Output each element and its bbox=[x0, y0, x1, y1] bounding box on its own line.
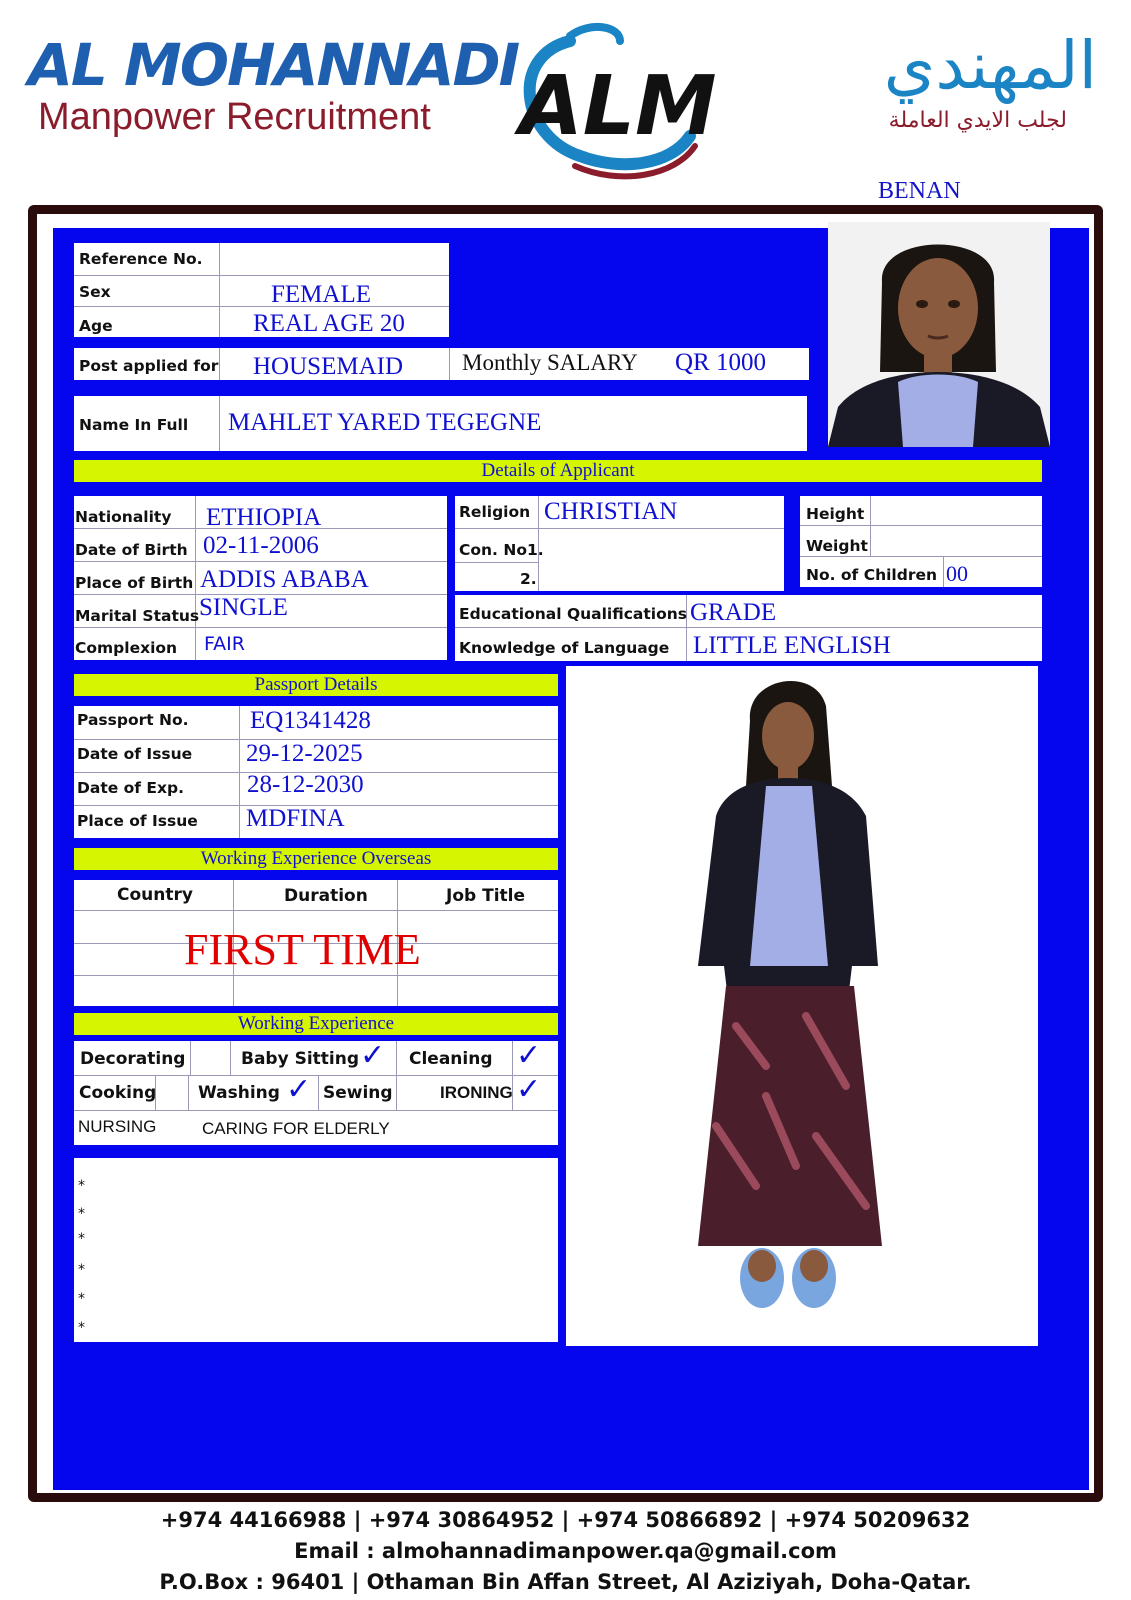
divider bbox=[512, 1041, 513, 1075]
ironing-check-icon: ✓ bbox=[516, 1072, 542, 1107]
brand-subtitle-arabic: لجلب الايدي العاملة bbox=[888, 108, 1067, 133]
brand-block bbox=[28, 31, 519, 138]
marital-value: SINGLE bbox=[199, 594, 288, 621]
contact-1-label: Con. No1. bbox=[459, 541, 544, 559]
language-label: Knowledge of Language bbox=[459, 639, 670, 657]
divider bbox=[455, 627, 1042, 628]
reference-label: Reference No. bbox=[79, 250, 203, 268]
divider bbox=[190, 1041, 191, 1075]
education-value: GRADE bbox=[690, 599, 777, 626]
divider bbox=[219, 243, 220, 337]
divider bbox=[74, 1075, 558, 1076]
divider bbox=[74, 627, 447, 628]
divider bbox=[74, 561, 447, 562]
skill-cleaning: Cleaning bbox=[409, 1049, 493, 1069]
skills-section-header: Working Experience bbox=[74, 1013, 558, 1035]
remark-bullet: * bbox=[78, 1262, 85, 1278]
passport-no-label: Passport No. bbox=[77, 711, 189, 729]
divider bbox=[870, 496, 871, 556]
divider bbox=[455, 528, 784, 529]
skill-ironing: IRONING bbox=[440, 1083, 513, 1102]
brand-subtitle: Manpower Recruitment bbox=[38, 96, 431, 138]
divider bbox=[219, 396, 220, 451]
divider bbox=[188, 1075, 189, 1110]
overseas-section-header: Working Experience Overseas bbox=[74, 848, 558, 870]
applicant-portrait bbox=[828, 222, 1050, 447]
brand-block-arabic bbox=[884, 26, 1097, 136]
remark-bullet: * bbox=[78, 1178, 85, 1194]
baby-sitting-check-icon: ✓ bbox=[360, 1038, 386, 1073]
full-length-photo bbox=[566, 666, 1038, 1346]
divider bbox=[396, 1041, 397, 1075]
post-value: HOUSEMAID bbox=[253, 353, 403, 380]
remark-bullet: * bbox=[78, 1291, 85, 1307]
divider bbox=[800, 525, 1042, 526]
language-value: LITTLE ENGLISH bbox=[693, 632, 891, 659]
salary-label: Monthly SALARY bbox=[462, 350, 638, 375]
first-time-note: FIRST TIME bbox=[184, 925, 421, 974]
remark-bullet: * bbox=[78, 1206, 85, 1222]
pob-value: ADDIS ABABA bbox=[200, 566, 369, 593]
complexion-label: Complexion bbox=[75, 639, 178, 657]
salary-value: QR 1000 bbox=[675, 349, 766, 376]
issue-date-value: 29-12-2025 bbox=[246, 740, 363, 767]
post-label: Post applied for bbox=[79, 357, 219, 375]
nationality-value: ETHIOPIA bbox=[206, 504, 322, 531]
col-country: Country bbox=[117, 885, 193, 905]
details-section-header: Details of Applicant bbox=[74, 460, 1042, 482]
cleaning-check-icon: ✓ bbox=[516, 1038, 542, 1073]
footer-phones: +974 44166988 | +974 30864952 | +974 50866892 | +974 50209632 bbox=[160, 1508, 971, 1532]
expiry-date-value: 28-12-2030 bbox=[247, 771, 364, 798]
dob-label: Date of Birth bbox=[75, 541, 188, 559]
skill-cooking: Cooking bbox=[79, 1083, 157, 1103]
skill-caring-elderly: CARING FOR ELDERLY bbox=[202, 1119, 390, 1138]
footer-email: Email : almohannadimanpower.qa@gmail.com bbox=[294, 1539, 837, 1563]
remark-bullet: * bbox=[78, 1320, 85, 1336]
divider bbox=[74, 910, 558, 911]
agent-name: BENAN bbox=[878, 178, 961, 204]
children-label: No. of Children bbox=[806, 566, 938, 584]
remarks-box bbox=[74, 1158, 558, 1342]
expiry-date-label: Date of Exp. bbox=[77, 779, 185, 797]
name-label: Name In Full bbox=[79, 416, 189, 434]
dob-value: 02-11-2006 bbox=[203, 532, 319, 559]
skill-washing: Washing bbox=[198, 1083, 280, 1103]
weight-label: Weight bbox=[806, 537, 868, 555]
skill-sewing: Sewing bbox=[323, 1083, 393, 1103]
skill-baby-sitting: Baby Sitting bbox=[241, 1049, 360, 1069]
divider bbox=[800, 556, 1042, 557]
sex-label: Sex bbox=[79, 283, 111, 301]
col-job-title: Job Title bbox=[446, 886, 525, 906]
name-value: MAHLET YARED TEGEGNE bbox=[228, 409, 542, 436]
applicant-full-photo bbox=[566, 666, 1038, 1346]
issue-date-label: Date of Issue bbox=[77, 745, 193, 763]
brand-name-arabic: المهندي bbox=[883, 27, 1097, 104]
religion-value: CHRISTIAN bbox=[544, 498, 678, 525]
footer-address: P.O.Box : 96401 | Othaman Bin Affan Street, Al Aziziyah, Doha-Qatar. bbox=[159, 1570, 972, 1594]
marital-label: Marital Status bbox=[75, 607, 200, 625]
age-value: REAL AGE 20 bbox=[253, 310, 405, 337]
page-footer bbox=[0, 1505, 1131, 1598]
divider bbox=[943, 556, 944, 587]
pob-label: Place of Birth bbox=[75, 574, 194, 592]
children-value: 00 bbox=[946, 561, 968, 586]
divider bbox=[318, 1075, 319, 1110]
education-label: Educational Qualifications bbox=[459, 605, 688, 623]
col-duration: Duration bbox=[284, 886, 368, 906]
contact-2-label: 2. bbox=[520, 570, 537, 588]
divider bbox=[195, 496, 196, 660]
sex-value: FEMALE bbox=[271, 281, 371, 308]
portrait-photo bbox=[828, 222, 1050, 447]
religion-label: Religion bbox=[459, 503, 531, 521]
divider bbox=[74, 975, 558, 976]
skill-decorating: Decorating bbox=[80, 1049, 186, 1069]
washing-check-icon: ✓ bbox=[286, 1072, 312, 1107]
brand-name: AL MOHANNADI bbox=[28, 31, 519, 99]
passport-section-header: Passport Details bbox=[74, 674, 558, 696]
issue-place-label: Place of Issue bbox=[77, 812, 198, 830]
divider bbox=[74, 306, 449, 307]
age-label: Age bbox=[79, 317, 113, 335]
passport-no-value: EQ1341428 bbox=[250, 707, 371, 734]
remark-bullet: * bbox=[78, 1231, 85, 1247]
divider bbox=[74, 275, 449, 276]
divider bbox=[455, 562, 538, 563]
divider bbox=[219, 348, 220, 380]
skill-nursing: NURSING bbox=[78, 1117, 157, 1136]
issue-place-value: MDFINA bbox=[246, 805, 345, 832]
divider bbox=[449, 348, 450, 380]
divider bbox=[396, 1075, 397, 1110]
complexion-value: FAIR bbox=[204, 633, 245, 655]
divider bbox=[230, 1041, 231, 1075]
page-header bbox=[0, 0, 1131, 204]
divider bbox=[74, 1110, 558, 1111]
alm-logo-icon bbox=[500, 16, 740, 186]
nationality-label: Nationality bbox=[75, 508, 172, 526]
height-label: Height bbox=[806, 505, 865, 523]
logo-text: ALM bbox=[519, 59, 717, 154]
